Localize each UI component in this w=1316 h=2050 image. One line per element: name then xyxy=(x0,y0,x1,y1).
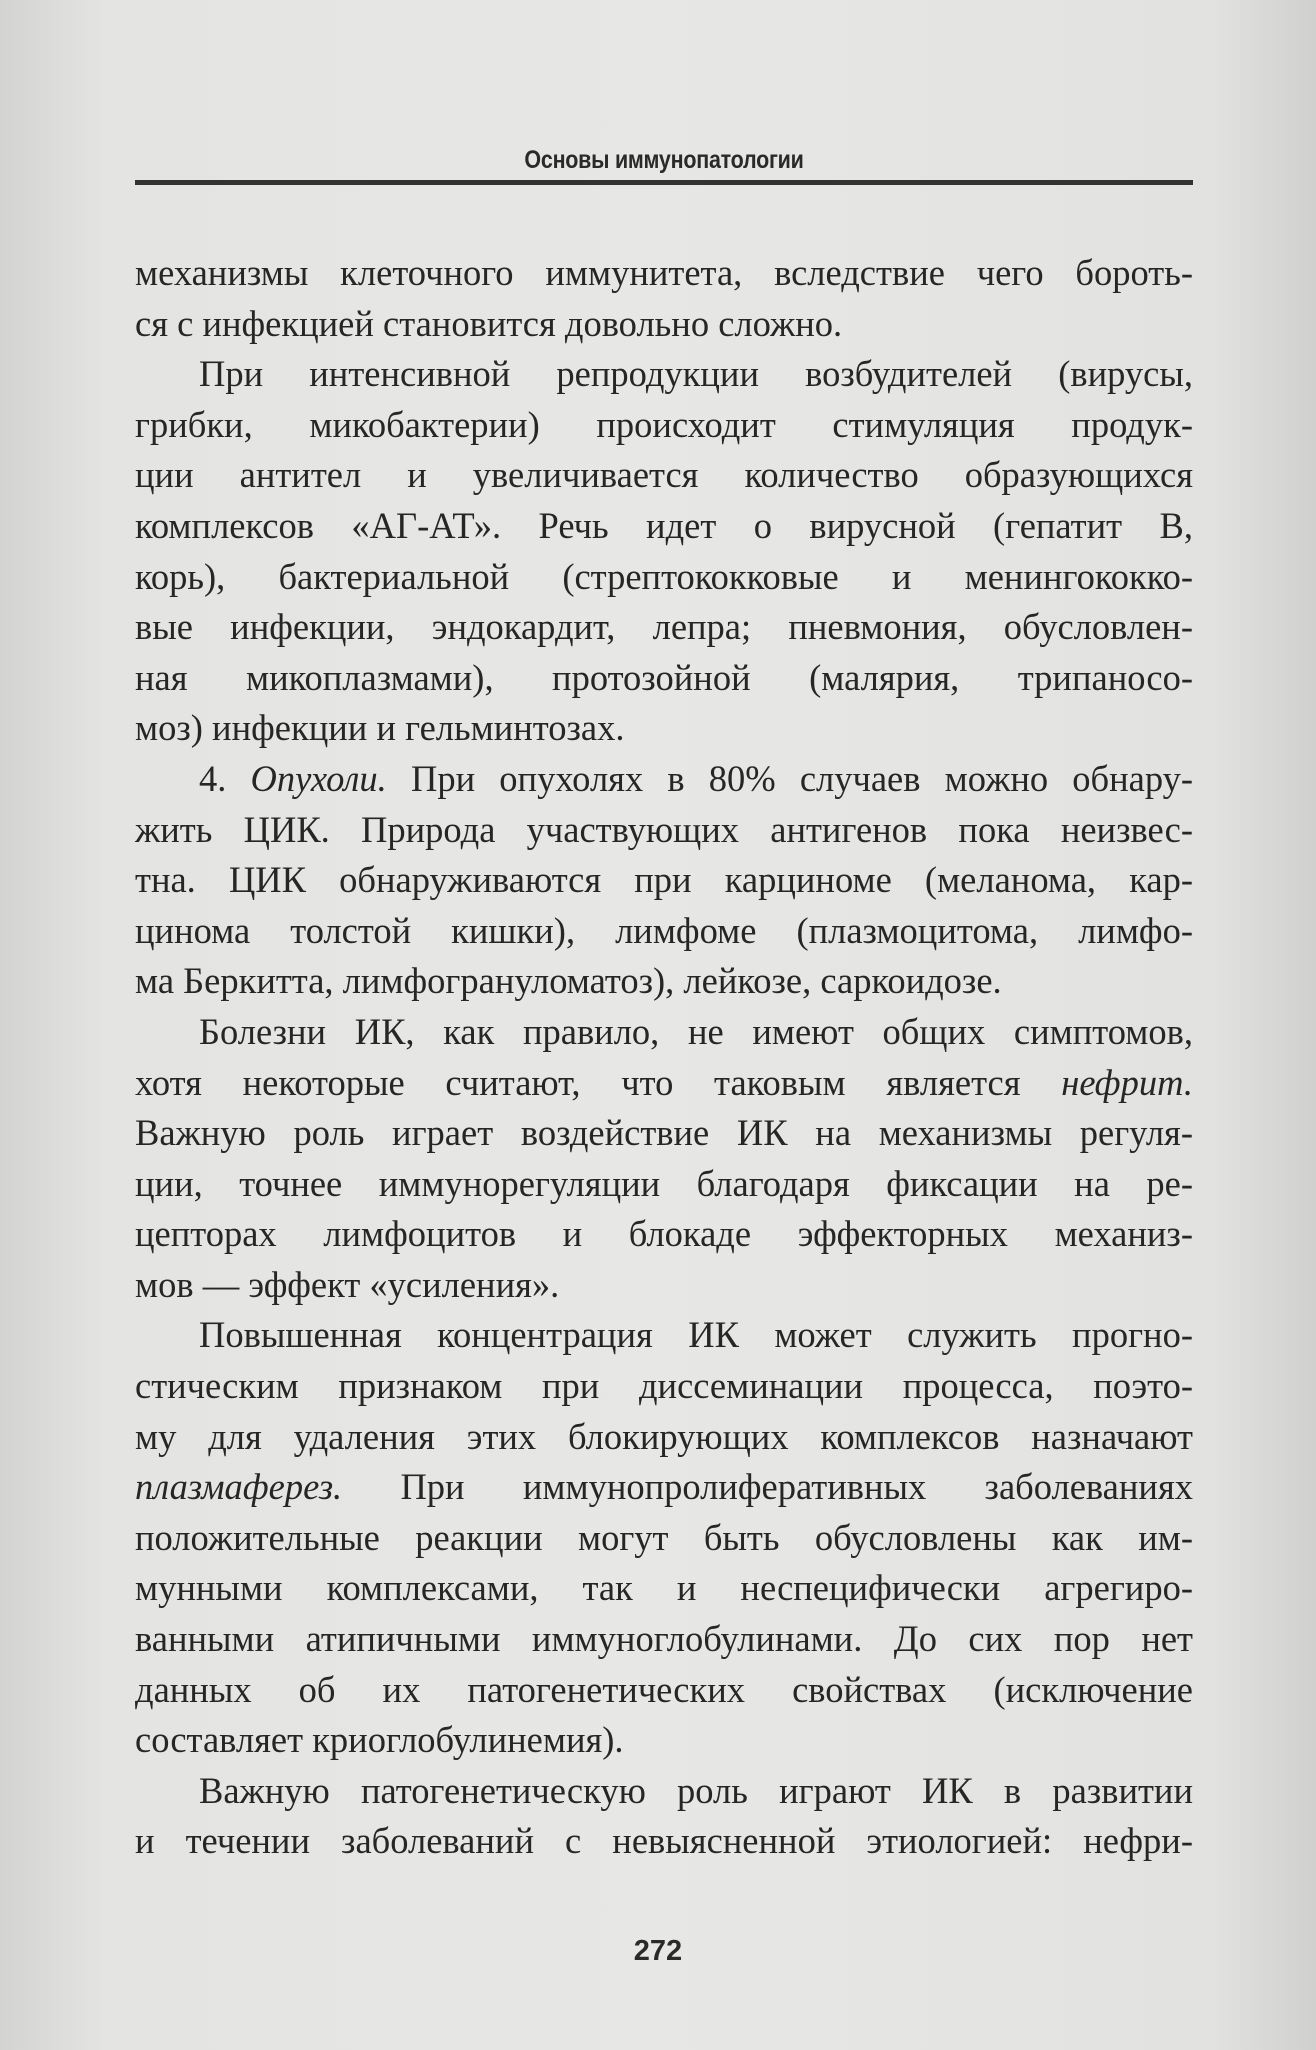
text-segment: и течении заболеваний с невыясненной этиологией: нефри- xyxy=(135,1820,1193,1862)
text-segment: При опухолях в 80% случаев можно обнару- xyxy=(386,757,1193,799)
text-line xyxy=(135,653,1193,704)
text-line xyxy=(135,1108,1193,1159)
text-line xyxy=(135,1563,1193,1614)
header-rule xyxy=(135,180,1193,185)
text-line xyxy=(135,1058,1193,1109)
text-line xyxy=(135,1816,1193,1867)
text-line xyxy=(135,501,1193,552)
italic-term: плазмаферез. xyxy=(135,1466,343,1508)
text-segment: ная микоплазмами), протозойной (малярия, трипаносо- xyxy=(135,656,1193,698)
text-line xyxy=(135,349,1193,400)
text-line xyxy=(135,855,1193,906)
text-line xyxy=(135,1159,1193,1210)
text-segment: Важную роль играет воздействие ИК на механизмы регуля- xyxy=(135,1112,1193,1154)
body-text xyxy=(135,248,1193,1867)
text-segment: хотя некоторые считают, что таковым является xyxy=(135,1061,1062,1103)
text-segment: ма Беркитта, лимфогрануломатоз), лейкозе, саркоидозе. xyxy=(135,960,1002,1002)
text-line xyxy=(135,1361,1193,1412)
text-line xyxy=(135,1209,1193,1260)
text-line xyxy=(135,754,1193,805)
text-line xyxy=(135,1614,1193,1665)
text-line xyxy=(135,1007,1193,1058)
text-segment: му для удаления этих блокирующих комплексов назначают xyxy=(135,1415,1193,1457)
text-line xyxy=(135,299,1193,350)
text-line xyxy=(135,1513,1193,1564)
italic-term: нефрит. xyxy=(1061,1061,1193,1103)
text-line xyxy=(135,400,1193,451)
text-segment: цинома толстой кишки), лимфоме (плазмоцитома, лимфо- xyxy=(135,909,1193,951)
text-segment: 4. xyxy=(199,757,251,799)
text-segment: цепторах лимфоцитов и блокаде эффекторных механиз- xyxy=(135,1213,1193,1255)
italic-term: Опухоли. xyxy=(250,757,387,799)
text-segment: ванными атипичными иммуноглобулинами. До сих пор нет xyxy=(135,1618,1193,1660)
text-line xyxy=(135,602,1193,653)
text-segment: составляет криоглобулинемия). xyxy=(135,1719,624,1761)
text-segment: корь), бактериальной (стрептококковые и менингококко- xyxy=(135,555,1193,597)
text-line xyxy=(135,703,1193,754)
page-number: 272 xyxy=(633,1935,683,1967)
text-segment: Повышенная концентрация ИК может служить прогно- xyxy=(199,1314,1193,1356)
running-title: Основы иммунопатологии xyxy=(524,146,804,174)
text-line xyxy=(135,1665,1193,1716)
text-segment: При интенсивной репродукции возбудителей (вирусы, xyxy=(199,353,1193,395)
text-segment: моз) инфекции и гельминтозах. xyxy=(135,707,625,749)
text-segment: тна. ЦИК обнаруживаются при карциноме (меланома, кар- xyxy=(135,859,1193,901)
text-line xyxy=(135,248,1193,299)
text-segment: ции антител и увеличивается количество образующихся xyxy=(135,454,1193,496)
text-segment: ся с инфекцией становится довольно сложно. xyxy=(135,302,843,344)
text-segment: положительные реакции могут быть обусловлены как им- xyxy=(135,1516,1193,1558)
text-line xyxy=(135,805,1193,856)
text-line xyxy=(135,906,1193,957)
text-line xyxy=(135,956,1193,1007)
text-segment: жить ЦИК. Природа участвующих антигенов пока неизвес- xyxy=(135,808,1193,850)
text-segment: стическим признаком при диссеминации процесса, поэто- xyxy=(135,1365,1193,1407)
text-segment: вые инфекции, эндокардит, лепра; пневмония, обусловлен- xyxy=(135,606,1193,648)
text-line xyxy=(135,552,1193,603)
text-line xyxy=(135,450,1193,501)
text-segment: мов — эффект «усиления». xyxy=(135,1263,560,1305)
text-line xyxy=(135,1462,1193,1513)
text-segment: ции, точнее иммунорегуляции благодаря фиксации на ре- xyxy=(135,1162,1193,1204)
text-segment: грибки, микобактерии) происходит стимуляция продук- xyxy=(135,403,1193,445)
text-segment: При иммунопролиферативных заболеваниях xyxy=(342,1466,1193,1508)
text-line xyxy=(135,1412,1193,1463)
text-segment: мунными комплексами, так и неспецифически агрегиро- xyxy=(135,1567,1193,1609)
text-segment: механизмы клеточного иммунитета, вследствие чего бороть- xyxy=(135,252,1193,293)
text-segment: данных об их патогенетических свойствах (исключение xyxy=(135,1668,1193,1710)
text-line xyxy=(135,1715,1193,1766)
text-line xyxy=(135,1766,1193,1817)
text-segment: Болезни ИК, как правило, не имеют общих симптомов, xyxy=(199,1010,1193,1052)
text-line xyxy=(135,1260,1193,1311)
text-line xyxy=(135,1310,1193,1361)
text-segment: Важную патогенетическую роль играют ИК в развитии xyxy=(199,1769,1193,1811)
text-segment: комплексов «АГ-АТ». Речь идет о вирусной (гепатит В, xyxy=(135,504,1193,546)
